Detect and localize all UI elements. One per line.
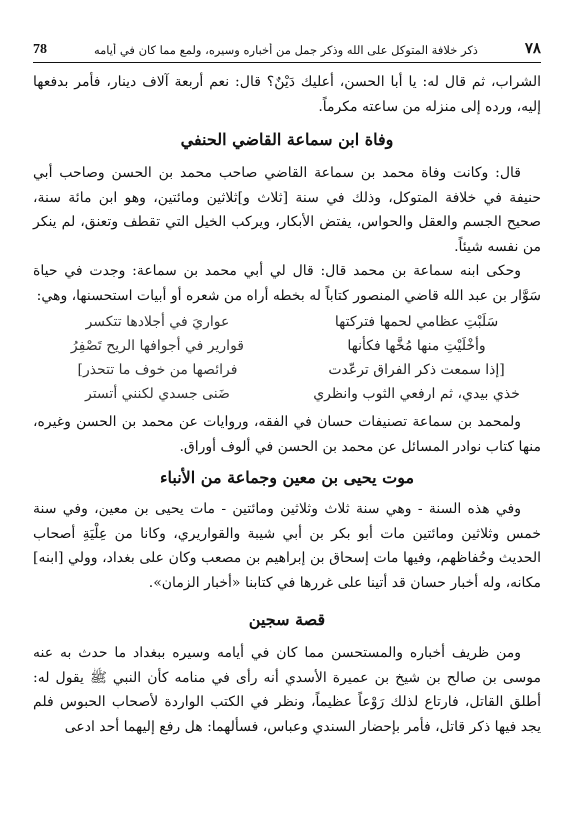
poem-hemistich-second: قوارير في أجوافها الريح تَصْفِرُ — [70, 338, 244, 354]
poem-verse — [33, 382, 541, 406]
poem — [33, 310, 541, 406]
running-title: ذكر خلافة المتوكل على الله وذكر جمل من أخباره وسيره، ولمع مما كان في أيامه — [93, 43, 478, 57]
paragraph-3: وحكى ابنه سماعة بن محمد قال: قال لي أبي محمد بن سماعة: وجدت في حياة سَوَّار بن عبد الله قاضي المنصور كتاباً له بخطه أراه من شعره أو أبيات استحسنها، وهي: — [33, 263, 541, 304]
page-header — [33, 34, 541, 63]
poem-hemistich-second: ضَنى جسدي لكنني أتستر — [84, 386, 230, 402]
poem-hemistich-second: فرائصها من خوف ما تتحذر] — [77, 362, 238, 378]
poem-hemistich-second: عواريَ في أجلادها تتكسر — [85, 314, 230, 330]
poem-hemistich-first: سَلَبْتِ عظامي لحمها فتركتها — [334, 314, 499, 330]
poem-hemistich-first: خذي بيدي، ثم ارفعي الثوب وانظري — [313, 386, 520, 402]
paragraph-5: وفي هذه السنة - وهي سنة ثلاث وثلاثين ومائتين - مات يحيى بن معين، وفي سنة خمس وثلاثين ومائتين مات أبو بكر بن أبي شيبة والقواريري، وكانا من عِلْيَةِ أصحاب الحديث وحُفاظهم، وفيها مات إسحاق بن إبراهيم بن مصعب وكان على بغداد، وولي [ابنه] مكانه، وله أخبار حسان قد أتينا على غررها في كتابنا «أخبار الزمان». — [33, 501, 541, 591]
paragraph-6: ومن ظريف أخباره والمستحسن مما كان في أيامه وسيره ببغداد ما حدث به عنه موسى بن صالح بن شيخ بن عميرة الأسدي أنه رأى في منامه كأن النبي ﷺ يقول له: أطلق القاتل، فارتاع لذلك رَوْعاً عظيماً، ونظر في الكتب الواردة لأصحاب الحبوس فلم يجد فيها ذكر قاتل، فأمر بإحضار السندي وعباس، فسألهما: هل رفع إليهما أحد ادعى — [33, 645, 541, 735]
page-number-arabic: ٧٨ — [524, 41, 541, 57]
page-body — [33, 70, 541, 739]
paragraph-4: ولمحمد بن سماعة تصنيفات حسان في الفقه، وروايات عن محمد بن الحسن وغيره، منها كتاب نوادر المسائل عن محمد بن الحسن في ألوف أوراق. — [33, 414, 541, 455]
paragraph-2: قال: وكانت وفاة محمد بن سماعة القاضي صاحب محمد بن الحسن وصاحب أبي حنيفة في خلافة المتوكل، وذلك في سنة [ثلاث و]ثلاثين ومائتين، وهو ابن مائة سنة، صحيح الجسم والعقل والحواس، يفتض الأبكار، ويركب الخيل التي تقطف وتعنق، لم ينكر من نفسه شيئاً. — [33, 165, 541, 255]
section-heading-2: موت يحيى بن معين وجماعة من الأنباء — [159, 468, 415, 487]
poem-verse — [33, 310, 541, 334]
poem-hemistich-first: [إذا سمعت ذكر الفراق ترعّدت — [328, 362, 505, 378]
section-heading-1: وفاة ابن سماعة القاضي الحنفي — [180, 130, 394, 149]
poem-verse — [33, 358, 541, 382]
section-heading-3: قصة سجين — [248, 610, 326, 629]
poem-verse — [33, 334, 541, 358]
page-number-latin: 78 — [33, 42, 47, 57]
paragraph-1: الشراب، ثم قال له: يا أبا الحسن، أعليك دَيْنٌ؟ قال: نعم أربعة آلاف دينار، فأمر بدفعها إليه، ورده إلى منزله من ساعته مكرماً. — [33, 74, 541, 115]
poem-hemistich-first: وأخْلَيْتِ منها مُخَّها فكأنها — [347, 338, 486, 354]
